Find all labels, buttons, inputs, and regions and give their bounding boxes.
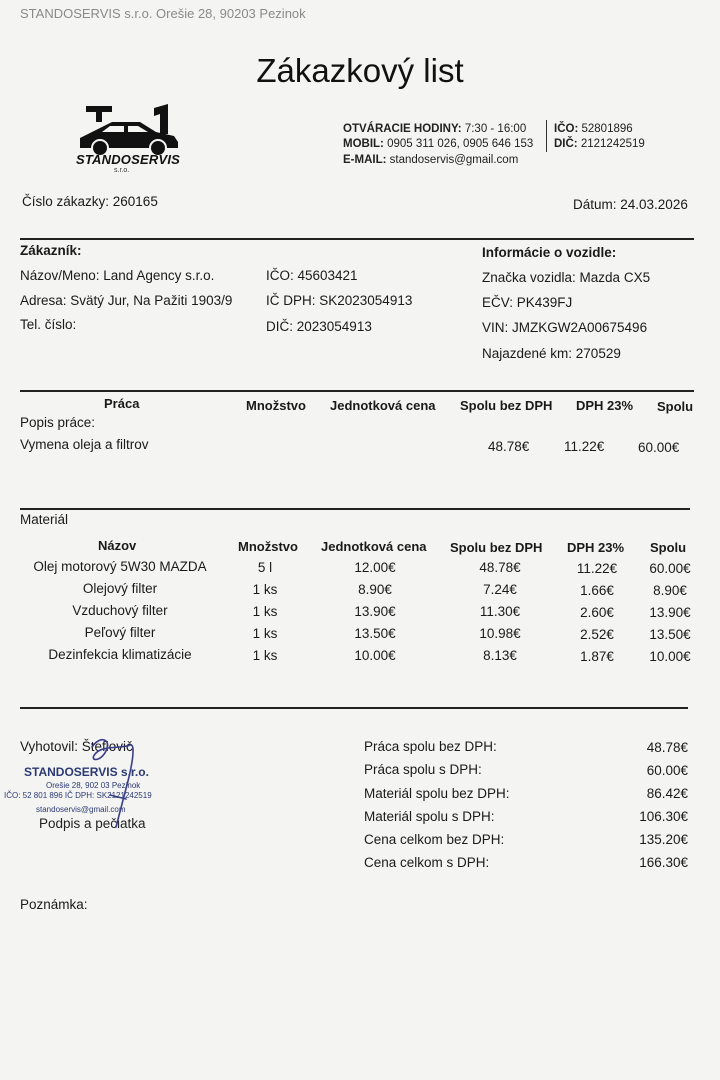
work-desc-label: Popis práce: — [20, 415, 96, 430]
table-row-total: 13.90€ — [649, 605, 691, 620]
table-row-net: 11.30€ — [479, 604, 521, 619]
stamp-address: Orešie 28, 902 03 Pezinok — [46, 781, 141, 790]
stamp-email: standoservis@gmail.com — [36, 805, 126, 814]
customer-name: Názov/Meno: Land Agency s.r.o. — [20, 268, 215, 283]
summary-value: 166.30€ — [639, 855, 688, 870]
issued-by: Vyhotovil: Šteflovič — [20, 739, 133, 754]
table-row-unit: 13.50€ — [354, 626, 396, 641]
summary-value: 106.30€ — [639, 809, 688, 824]
summary-label: Cena celkom bez DPH: — [364, 832, 505, 847]
table-row-vat: 2.60€ — [580, 605, 614, 620]
work-header-name: Práca — [104, 396, 140, 411]
summary-label: Práca spolu s DPH: — [364, 762, 482, 777]
material-header-total: Spolu — [650, 540, 687, 555]
table-row-name: Olejový filter — [82, 581, 158, 596]
work-header-qty: Množstvo — [246, 398, 306, 413]
table-row-name: Dezinfekcia klimatizácie — [48, 647, 192, 662]
summary-label: Materiál spolu bez DPH: — [364, 786, 510, 801]
table-row-qty: 1 ks — [252, 604, 278, 619]
table-row-name: Peľový filter — [84, 625, 156, 640]
table-row-unit: 13.90€ — [354, 604, 396, 619]
email: E-MAIL: standoservis@gmail.com — [343, 154, 519, 166]
table-row-total: 10.00€ — [649, 649, 691, 664]
table-row-qty: 1 ks — [252, 582, 278, 597]
work-item-vat: 11.22€ — [564, 439, 605, 454]
summary-label: Materiál spolu s DPH: — [364, 809, 495, 824]
table-row-vat: 2.52€ — [580, 627, 614, 642]
material-header-name: Názov — [98, 538, 137, 553]
order-number: Číslo zákazky: 260165 — [22, 194, 158, 209]
header-strip: STANDOSERVIS s.r.o. Orešie 28, 90203 Pezinok — [20, 6, 306, 21]
company-ico: IČO: 52801896 — [554, 123, 633, 135]
table-row-qty: 1 ks — [252, 626, 278, 641]
customer-heading: Zákazník: — [20, 243, 82, 258]
table-row-total: 8.90€ — [653, 583, 687, 598]
customer-ico: IČO: 45603421 — [266, 268, 358, 283]
vehicle-brand: Značka vozidla: Mazda CX5 — [482, 270, 651, 285]
table-row-name: Olej motorový 5W30 MAZDA — [33, 559, 207, 574]
brand-name: STANDOSERVIS — [76, 152, 181, 167]
work-item-name: Vymena oleja a filtrov — [20, 437, 149, 452]
table-row-net: 48.78€ — [479, 560, 521, 575]
table-row-unit: 10.00€ — [354, 648, 396, 663]
work-header-unit: Jednotková cena — [330, 398, 436, 413]
table-row-name: Vzduchový filter — [72, 603, 168, 618]
divider — [20, 238, 694, 240]
stamp-ids: IČO: 52 801 896 IČ DPH: SK2121242519 — [4, 791, 152, 800]
customer-dic: DIČ: 2023054913 — [266, 319, 372, 334]
table-row-total: 60.00€ — [649, 561, 691, 576]
stamp-name: STANDOSERVIS s.r.o. — [24, 765, 149, 779]
divider — [20, 508, 690, 510]
customer-address: Adresa: Svätý Jur, Na Pažiti 1903/9 — [20, 293, 233, 308]
customer-phone: Tel. číslo: — [20, 317, 77, 332]
table-row-net: 8.13€ — [483, 648, 517, 663]
material-header-unit: Jednotková cena — [321, 539, 427, 554]
table-row-qty: 5 l — [257, 560, 273, 575]
customer-ic-dph: IČ DPH: SK2023054913 — [266, 293, 413, 308]
table-row-total: 13.50€ — [649, 627, 691, 642]
vehicle-ecv: EČV: PK439FJ — [482, 295, 573, 310]
material-header-vat: DPH 23% — [567, 540, 625, 555]
table-row-unit: 8.90€ — [358, 582, 392, 597]
material-header-qty: Množstvo — [238, 539, 298, 554]
car-logo-icon — [76, 104, 184, 180]
summary-value: 86.42€ — [646, 786, 688, 801]
divider — [20, 707, 688, 709]
material-header-net: Spolu bez DPH — [450, 540, 543, 555]
vehicle-heading: Informácie o vozidle: — [482, 245, 617, 260]
signature-label: Podpis a pečiatka — [39, 816, 146, 831]
work-header-vat: DPH 23% — [576, 398, 634, 413]
table-row-unit: 12.00€ — [354, 560, 396, 575]
table-row-qty: 1 ks — [252, 648, 278, 663]
mobile: MOBIL: 0905 311 026, 0905 646 153 — [343, 138, 534, 150]
vehicle-km: Najazdené km: 270529 — [482, 346, 621, 361]
brand-sub: s.r.o. — [114, 167, 130, 174]
summary-value: 135.20€ — [639, 832, 688, 847]
signature-scribble-icon — [70, 735, 190, 845]
vehicle-vin: VIN: JMZKGW2A00675496 — [482, 320, 648, 335]
table-row-net: 7.24€ — [483, 582, 517, 597]
table-row-vat: 1.66€ — [580, 583, 614, 598]
order-date: Dátum: 24.03.2026 — [573, 197, 688, 212]
work-header-total: Spolu — [657, 399, 694, 414]
company-dic: DIČ: 2121242519 — [554, 138, 645, 150]
table-row-vat: 11.22€ — [576, 561, 618, 576]
divider — [20, 390, 694, 392]
summary-label: Cena celkom s DPH: — [364, 855, 490, 870]
work-header-net: Spolu bez DPH — [460, 398, 553, 413]
page-title: Zákazkový list — [256, 52, 464, 89]
table-row-net: 10.98€ — [479, 626, 521, 641]
table-row-vat: 1.87€ — [580, 649, 614, 664]
material-section-label: Materiál — [20, 512, 69, 527]
opening-hours: OTVÁRACIE HODINY: 7:30 - 16:00 — [343, 123, 527, 135]
note-label: Poznámka: — [20, 897, 88, 912]
contact-divider — [546, 120, 547, 152]
summary-value: 48.78€ — [646, 740, 688, 755]
work-item-total: 60.00€ — [638, 440, 680, 455]
summary-label: Práca spolu bez DPH: — [364, 739, 497, 754]
work-item-net: 48.78€ — [488, 439, 530, 454]
summary-value: 60.00€ — [646, 763, 688, 778]
